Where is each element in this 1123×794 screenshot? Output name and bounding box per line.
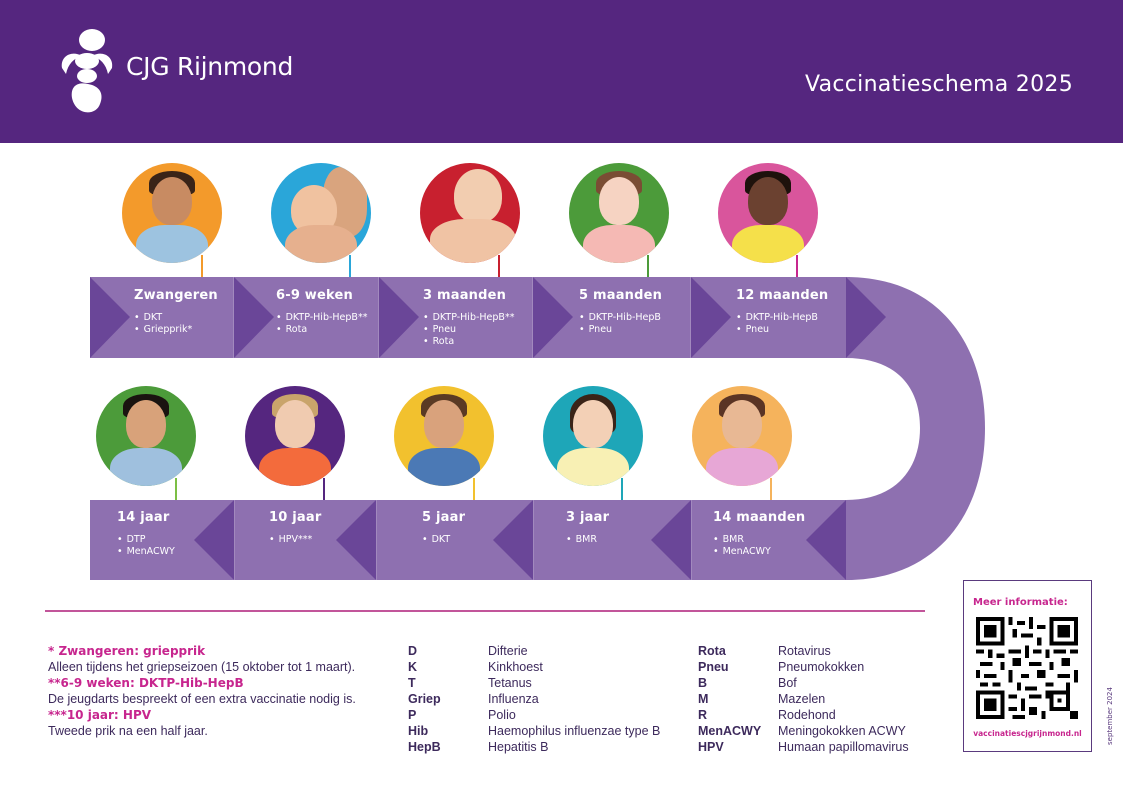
vaccine-list — [269, 534, 321, 546]
vaccine-item: • DKT — [422, 534, 465, 546]
stem-14-maanden — [770, 478, 772, 500]
segment-title: 14 jaar — [117, 510, 170, 525]
photo-3-jaar — [543, 386, 643, 486]
note-text: Tweede prik na een half jaar. — [48, 724, 208, 738]
abbreviation-row — [698, 723, 909, 739]
photo-6-9-weken — [271, 163, 371, 263]
abbr-code: Griep — [408, 692, 441, 706]
note-text: Alleen tijdens het griepseizoen (15 oktober tot 1 maart). — [48, 660, 356, 674]
footnotes — [48, 643, 356, 739]
segment-12-maanden — [736, 288, 828, 336]
vaccine-item: • DKTP-Hib-HepB — [579, 312, 662, 324]
segment-title: 6-9 weken — [276, 288, 354, 303]
segment-14-jaar — [117, 510, 175, 558]
vaccine-item: • DKTP-Hib-HepB — [736, 312, 828, 324]
abbr-code: P — [408, 708, 417, 722]
segment-title: 10 jaar — [269, 510, 322, 525]
abbr-meaning: Difterie — [488, 644, 528, 658]
segment-10-jaar — [269, 510, 321, 546]
vaccine-item: • DKTP-Hib-HepB** — [276, 312, 367, 324]
abbreviation-row — [408, 739, 660, 755]
abbr-code: Hib — [408, 724, 429, 738]
vaccine-list — [423, 312, 514, 348]
abbr-meaning: Pneumokokken — [778, 660, 865, 674]
vaccine-item: • MenACWY — [713, 546, 805, 558]
abbr-meaning: Mazelen — [778, 692, 826, 706]
abbreviation-row — [408, 643, 660, 659]
vaccine-item: • Griepprik* — [134, 324, 218, 336]
info-box — [963, 580, 1092, 752]
abbr-meaning: Kinkhoest — [488, 660, 543, 674]
photo-3-maanden — [420, 163, 520, 263]
abbr-code: K — [408, 660, 418, 674]
segment-5-maanden — [579, 288, 662, 336]
stem-10-jaar — [323, 478, 325, 500]
abbreviation-row — [408, 723, 660, 739]
segment-3-jaar — [566, 510, 609, 546]
segment-title: 5 maanden — [579, 288, 663, 303]
vaccine-list — [713, 534, 805, 558]
info-url-link[interactable]: vaccinatiescjgrijnmond.nl — [973, 729, 1082, 738]
abbr-code: D — [408, 644, 418, 658]
abbr-meaning: Hepatitis B — [488, 740, 549, 754]
segment-5-jaar — [422, 510, 465, 546]
abbreviation-row — [698, 675, 909, 691]
abbreviation-row — [408, 659, 660, 675]
photo-14-jaar — [96, 386, 196, 486]
stem-6-9-weken — [349, 255, 351, 277]
abbr-code: HepB — [408, 740, 441, 754]
vaccine-item: • Pneu — [579, 324, 662, 336]
stem-3-maanden — [498, 255, 500, 277]
abbr-meaning: Influenza — [488, 692, 539, 706]
vaccine-item: • BMR — [713, 534, 805, 546]
abbreviation-row — [408, 675, 660, 691]
abbr-code: M — [698, 692, 709, 706]
abbreviations-left — [408, 643, 660, 755]
stem-3-jaar — [621, 478, 623, 500]
abbreviation-row — [408, 707, 660, 723]
abbr-code: Rota — [698, 644, 726, 658]
segment-title: 12 maanden — [736, 288, 829, 303]
note-heading: * Zwangeren: griepprik — [48, 644, 206, 658]
abbr-meaning: Bof — [778, 676, 797, 690]
abbreviation-row — [698, 707, 909, 723]
abbr-code: R — [698, 708, 708, 722]
vaccine-item: • HPV*** — [269, 534, 321, 546]
abbr-meaning: Humaan papillomavirus — [778, 740, 909, 754]
vaccine-list — [422, 534, 465, 546]
vaccine-item: • DTP — [117, 534, 175, 546]
abbreviation-row — [408, 691, 660, 707]
note-heading: ***10 jaar: HPV — [48, 708, 152, 722]
vaccine-list — [117, 534, 175, 558]
section-divider — [45, 610, 925, 612]
stem-12-maanden — [796, 255, 798, 277]
page-title: Vaccinatieschema 2025 — [804, 72, 1073, 97]
abbr-code: B — [698, 676, 708, 690]
segment-title: 3 maanden — [423, 288, 507, 303]
vaccine-list — [579, 312, 662, 336]
abbr-meaning: Polio — [488, 708, 516, 722]
vaccine-item: • Rota — [276, 324, 367, 336]
segment-6-9-weken — [276, 288, 367, 336]
vaccine-list — [276, 312, 367, 336]
abbr-meaning: Rodehond — [778, 708, 836, 722]
vaccine-list — [736, 312, 828, 336]
photo-zwangeren — [122, 163, 222, 263]
qr-code-icon[interactable] — [976, 617, 1078, 719]
publication-date: september 2024 — [1106, 687, 1114, 745]
vaccine-item: • BMR — [566, 534, 609, 546]
abbr-code: Pneu — [698, 660, 729, 674]
abbr-meaning: Meningokokken ACWY — [778, 724, 906, 738]
stem-5-jaar — [473, 478, 475, 500]
brand-name: CJG Rijnmond — [126, 52, 294, 81]
abbreviation-row — [698, 659, 909, 675]
vaccine-item: • DKTP-Hib-HepB** — [423, 312, 514, 324]
abbreviation-row — [698, 643, 909, 659]
vaccine-item: • Rota — [423, 336, 514, 348]
segment-title: Zwangeren — [134, 288, 218, 303]
photo-12-maanden — [718, 163, 818, 263]
photo-5-maanden — [569, 163, 669, 263]
stem-5-maanden — [647, 255, 649, 277]
abbr-code: T — [408, 676, 416, 690]
vaccine-item: • MenACWY — [117, 546, 175, 558]
abbreviation-row — [698, 691, 909, 707]
vaccine-list — [134, 312, 218, 336]
photo-14-maanden — [692, 386, 792, 486]
vaccine-list — [566, 534, 609, 546]
segment-title: 3 jaar — [566, 510, 610, 525]
stem-zwangeren — [201, 255, 203, 277]
photo-5-jaar — [394, 386, 494, 486]
abbreviations-right — [698, 643, 909, 755]
segment-title: 5 jaar — [422, 510, 466, 525]
segment-3-maanden — [423, 288, 514, 348]
abbr-code: MenACWY — [698, 724, 762, 738]
info-title: Meer informatie: — [973, 597, 1068, 608]
abbreviation-row — [698, 739, 909, 755]
segment-14-maanden — [713, 510, 805, 558]
vaccine-item: • DKT — [134, 312, 218, 324]
segment-zwangeren — [134, 288, 218, 336]
abbr-meaning: Rotavirus — [778, 644, 831, 658]
abbr-meaning: Tetanus — [488, 676, 532, 690]
segment-title: 14 maanden — [713, 510, 806, 525]
abbr-code: HPV — [698, 740, 724, 754]
vaccine-item: • Pneu — [736, 324, 828, 336]
stem-14-jaar — [175, 478, 177, 500]
abbr-meaning: Haemophilus influenzae type B — [488, 724, 661, 738]
photo-10-jaar — [245, 386, 345, 486]
note-text: De jeugdarts bespreekt of een extra vaccinatie nodig is. — [48, 692, 356, 706]
vaccine-item: • Pneu — [423, 324, 514, 336]
note-heading: **6-9 weken: DKTP-Hib-HepB — [48, 676, 244, 690]
